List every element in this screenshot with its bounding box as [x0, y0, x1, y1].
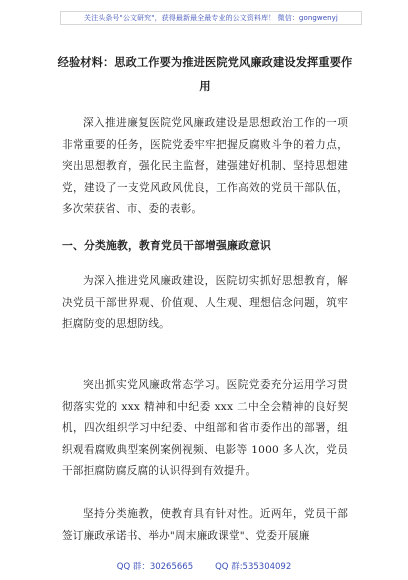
paragraph-intro: 深入推进廉复医院党风廉政建设是思想政治工作的一项非常重要的任务，医院党委牢牢把握反腐败斗争的着力点，突出思想教育，强化民主监督，建强建好机制、坚持思想建党，建设了一支党风政风优良，工作高效的党员干部队伍，多次荣获省、市、委的表彰。 [62, 117, 348, 215]
paragraph-study: 突出抓实党风廉政常态学习。医院党委充分运用学习贯彻落实党的 xxx 精神和中纪委 xxx 二中全会精神的良好契机，四次组织学习中纪委、中组部和省市委作出的部署，组织观看腐败典型案例案例视频、电影等 1000 多人次，党员干部拒腐防腐反腐的认识得到有效提升。 [62, 379, 348, 477]
qq-group-2: QQ 群:535304092 [215, 562, 292, 572]
qq-group-1: QQ 群：30265665 [116, 562, 194, 572]
promo-banner: 关注头条号"公文研究"，获得最新最全最专业的公文资料库！ 微信：gongwenyj [60, 11, 362, 25]
footer-contact [0, 561, 408, 573]
paragraph-education: 为深入推进党风廉政建设，医院切实抓好思想教育，解决党员干部世界观、价值观、人生观、理想信念问题，筑牢拒腐防变的思想防线。 [62, 275, 348, 330]
document-title: 经验材料：思政工作要为推进医院党风廉政建设发挥重要作用 [57, 55, 353, 93]
paragraph-classified: 坚持分类施教，使教育具有针对性。近两年，党员干部签订廉政承诺书、举办"周末廉政课堂"、党委开展廉 [62, 508, 348, 542]
section-heading: 一、分类施教，教育党员干部增强廉政意识 [62, 239, 271, 252]
